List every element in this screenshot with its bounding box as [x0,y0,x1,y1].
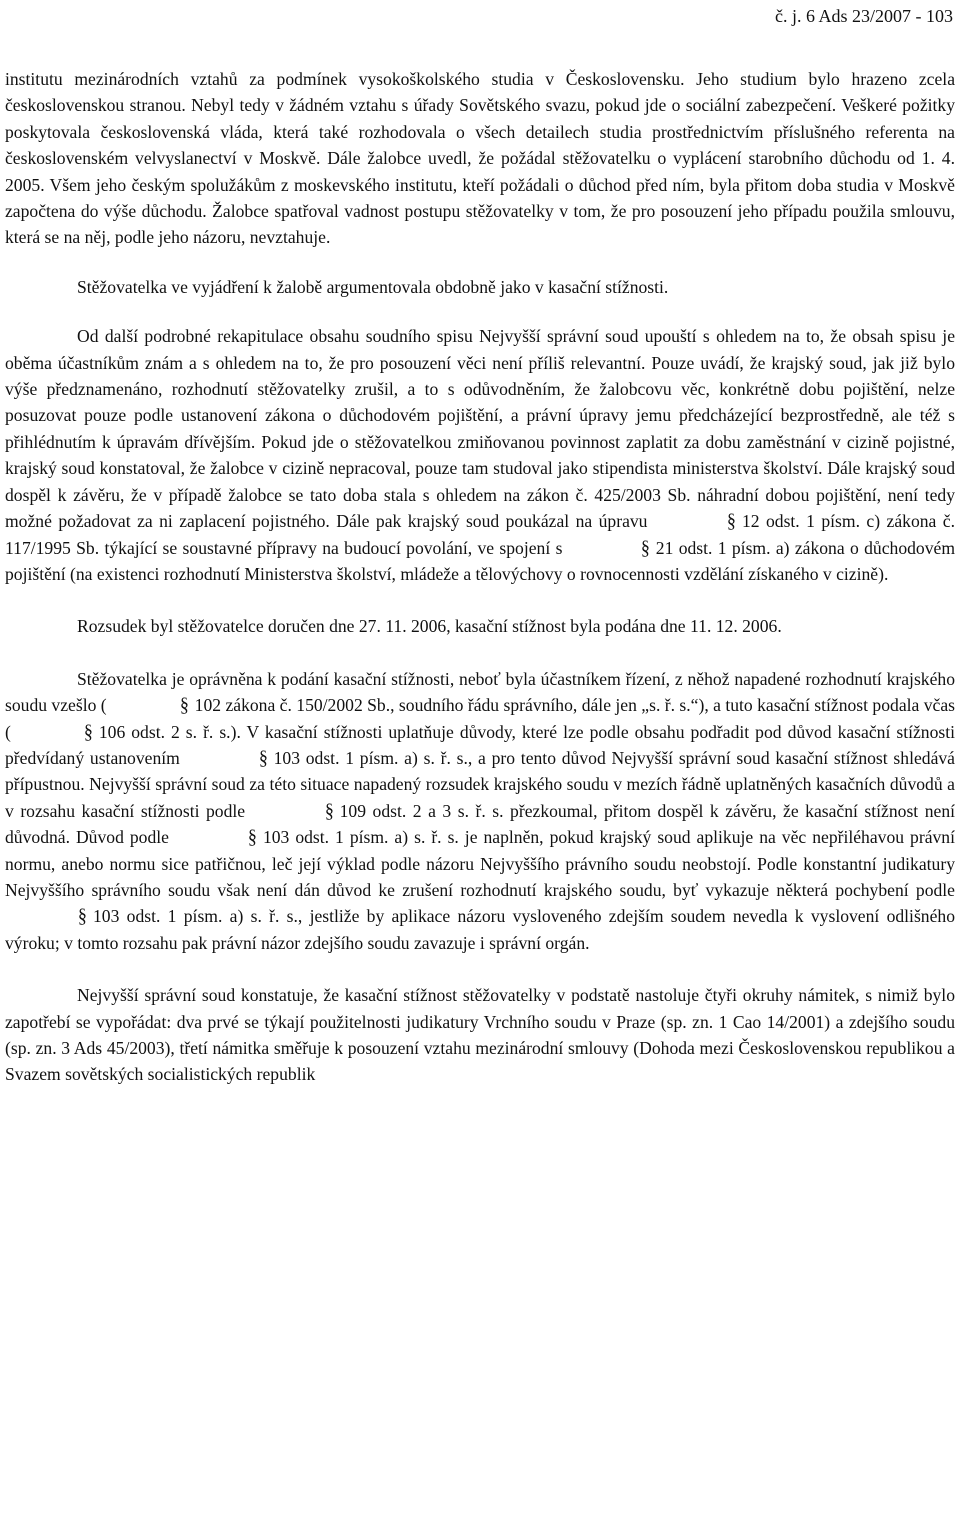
section-symbol: § [83,720,93,743]
paragraph-plaintiff-argument: institutu mezinárodních vztahů za podmínek vysokoškolského studia v Československu. Jeho studium bylo hrazeno zcela československou stranou. Nebyl tedy v žádném vztahu s úřady Sovětského svazu, pokud jde o sociální zabezpečení. Veškeré požitky poskytovala československá vláda, která také rozhodovala o všech detailech studia prostřednictvím příslušného referenta na československém velvyslanectví v Moskvě. Dále žalobce uvedl, že požádal stěžovatelku o vyplácení starobního důchodu od 1. 4. 2005. Všem jeho českým spolužákům z moskevského institutu, kteří požádali o důchod před ním, byla přitom doba studia v Moskvě započtena do výše důchodu. Žalobce spatřoval vadnost postupu stěžovatelky v tom, že pro posouzení jeho případu použila smlouvu, která se na něj, podle jeho názoru, nevztahuje. [5,69,955,248]
section-symbol: § [247,826,257,849]
text-segment: 103 odst. 1 písm. a) s. ř. s. je naplněn, pokud krajský soud aplikuje na věc nepřiléhavou právní normu, anebo normu sice patřičnou, leč její výklad podle názoru Nejvyššího právního soudu neobstojí. Podle konstantní judikatury Nejvyššího správního soudu však není dán důvod ke zrušení rozhodnutí krajského soudu, byť vykazuje některá pochybení podle [5,827,955,900]
paragraph-complainant-statement: Stěžovatelka ve vyjádření k žalobě argumentovala obdobně jako v kasační stížnosti. [77,276,669,297]
section-symbol: § [640,536,650,559]
paragraph-court-findings: Nejvyšší správní soud konstatuje, že kasační stížnost stěžovatelky v podstatě nastoluje čtyři okruhy námitek, s nimiž bylo zapotřebí se vypořádat: dva prvé se týkají použitelnosti judikatury Vrchního soudu v Praze (sp. zn. 1 Cao 14/2001) a zdejšího soudu (sp. zn. 3 Ads 45/2003), třetí námitka směřuje k posouzení vztahu mezinárodní smlouvy (Dohoda mezi Československou republikou a Svazem sovětských socialistických republik [5,985,955,1085]
case-reference-header: č. j. 6 Ads 23/2007 - 103 [775,6,953,26]
document-body [5,66,955,1088]
text-segment: Od další podrobné rekapitulace obsahu soudního spisu Nejvyšší správní soud upouští s ohledem na to, že obsah spisu je oběma účastníkům znám a s ohledem na to, že pro posouzení věci není příliš relevantní. Pouze uvádí, že krajský soud, jak již bylo výše předznamenáno, rozhodnutí stěžovatelky zrušil, a to s odůvodněním, že žalobcovu věc, konkrétně dobu pojištění, nelze posuzovat pouze podle ustanovení zákona o důchodovém pojištění, a právní úpravy jemu předcházející bezprostředně, ale též s přihlédnutím k úpravám dřívějším. Pokud jde o stěžovatelkou zmiňovanou povinnost zaplatit za dobu zaměstnání v cizině pojistné, krajský soud konstatoval, že žalobce v cizině nepracoval, pouze tam studoval jako stipendista ministerstva školství. Dále krajský soud dospěl k závěru, že v případě žalobce se tato doba stala s ohledem na zákon č. 425/2003 Sb. náhradní dobou pojištění, není tedy možné požadovat za ni zaplacení pojistného. Dále pak krajský soud poukázal na úpravu [5,326,955,532]
paragraph-admissibility [5,666,955,956]
section-symbol: § [179,694,189,717]
section-symbol: § [324,799,334,822]
text-segment: 103 odst. 1 písm. a) s. ř. s., a pro tento důvod Nejvyšší správní soud kasační stížnost shledává přípustnou. Nejvyšší správní soud za této situace napadený rozsudek krajského soudu v mezích řádně uplatněných kasačních důvodů a v rozsahu kasační stížnosti podle [5,747,955,821]
text-segment: 102 zákona č. 150/2002 Sb., soudního řádu správního, dále jen „s. ř. s.“), a tuto kasační stížnost podala včas ( [5,695,955,742]
text-segment: 21 odst. 1 písm. a) zákona o důchodovém pojištění (na existenci rozhodnutí Ministerstva školství, mládeže a tělovýchovy o rovnocennosti vzdělání získaného v cizině). [5,537,956,584]
paragraph-judgment-delivery: Rozsudek byl stěžovatelce doručen dne 27. 11. 2006, kasační stížnost byla podána dne 11. 12. 2006. [77,616,782,637]
section-symbol: § [258,746,268,769]
section-symbol: § [77,905,87,928]
text-segment: 12 odst. 1 písm. c) zákona č. 117/1995 Sb. týkající se soustavné přípravy na budoucí povolání, ve spojení s [5,511,955,558]
section-symbol: § [726,510,736,533]
text-segment: 106 odst. 2 s. ř. s.). V kasační stížnosti uplatňuje důvody, které lze podle obsahu podřadit pod důvod kasační stížnosti předvídaný ustanovením [5,721,955,768]
text-segment: 103 odst. 1 písm. a) s. ř. s., jestliže by aplikace názoru vysloveného zdejším soudem nevedla k vyslovení odlišného výroku; v tomto rozsahu pak právní názor zdejšího soudu zavazuje i správní orgán. [5,906,955,953]
text-segment: Stěžovatelka je oprávněna k podání kasační stížnosti, neboť byla účastníkem řízení, z něhož napadené rozhodnutí krajského soudu vzešlo ( [5,668,955,716]
text-segment: 109 odst. 2 a 3 s. ř. s. přezkoumal, přitom dospěl k závěru, že kasační stížnost není důvodná. Důvod podle [5,800,956,848]
paragraph-regional-court-summary [5,323,955,587]
